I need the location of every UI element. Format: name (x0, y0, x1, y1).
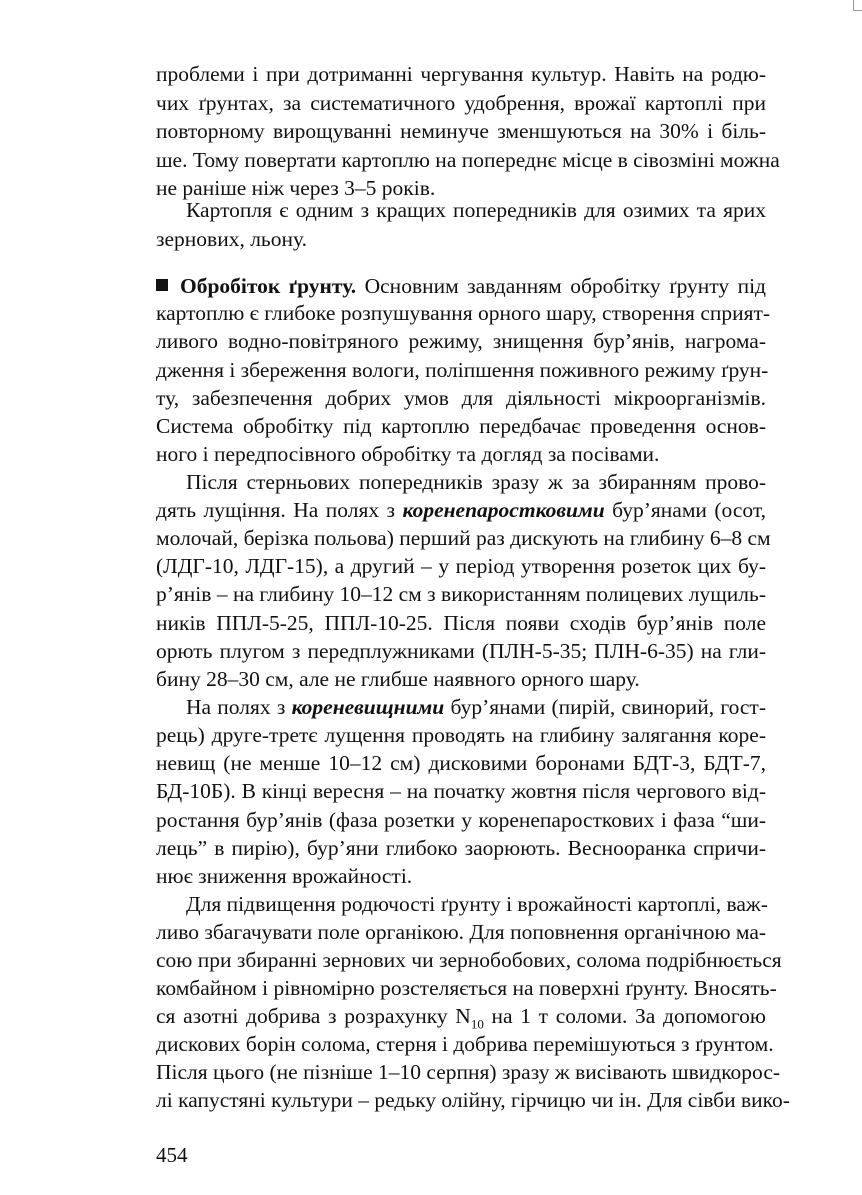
text-line: (ЛДГ-10, ЛДГ-15), а другий – у період утворення розеток цих бу- (156, 554, 766, 578)
text-line: лець” в пирію), бур’яни глибоко заорюють. Веснооранка спричи- (156, 836, 766, 860)
text-line: нює зниження врожайності. (156, 864, 413, 888)
text-line: Після стерньових попередників зразу ж за збиранням прово- (186, 470, 766, 494)
text-run: ся азотні добрива з розрахунку N (156, 1004, 471, 1028)
text-line: ливого водно-повітряного режиму, знищення бур’янів, нагрома- (156, 329, 766, 353)
scan-corner-mark (853, 0, 862, 11)
text-line (156, 497, 766, 523)
text-line: невищ (не менше 10–12 см) дисковими боронами БДТ-3, БДТ-7, (156, 751, 766, 775)
text-line: ливо збагачувати поле органікою. Для поповнення органічною ма- (156, 920, 767, 944)
text-run: бур’янами (пирій, свинорий, гост- (444, 695, 766, 719)
section-heading: Обробіток ґрунту. (180, 274, 357, 298)
text-line: дження і збереження вологи, поліпшення поживного режиму ґрун- (156, 358, 769, 382)
text-run: на 1 т соломи. За допомогою (483, 1004, 766, 1028)
text-line: дискових борін солома, стерня і добрива перемішуються з ґрунтом. (156, 1032, 774, 1056)
text-line: р’янів – на глибину 10–12 см з використанням полицевих лущиль- (156, 582, 766, 606)
text-line: ного і передпосівного обробітку та догляд за посівами. (156, 442, 660, 466)
text-line: зернових, льону. (156, 227, 307, 251)
emphasis-term: коренепаростковими (402, 498, 605, 522)
text-line: проблеми і при дотриманні чергування культур. Навіть на родю- (156, 62, 766, 86)
page-number: 454 (156, 1143, 188, 1167)
text-line: лі капустяні культури – редьку олійну, гірчицю чи ін. Для сівби вико- (156, 1088, 790, 1112)
text-line: Після цього (не пізніше 1–10 серпня) зразу ж висівають швидкорос- (156, 1060, 781, 1084)
text-line: рець) друге-третє лущення проводять на глибину залягання коре- (156, 723, 766, 747)
text-line: не раніше ніж через 3–5 років. (156, 176, 436, 200)
text-line: Для підвищення родючості ґрунту і врожайності картоплі, важ- (186, 892, 768, 916)
text-run: дять лущіння. На полях з (156, 498, 403, 522)
text-line: бину 28–30 см, але не глибше наявного орного шару. (156, 667, 640, 691)
text-line: сою при збиранні зернових чи зернобобових, солома подрібнюється (156, 948, 782, 972)
section-first-line (156, 273, 766, 299)
text-line: Система обробітку під картоплю передбачає проведення основ- (156, 414, 766, 438)
text-line: молочай, берізка польова) перший раз дискують на глибину 6–8 см (156, 526, 771, 550)
text-line (186, 694, 766, 720)
text-line: повторному вирощуванні неминуче зменшуються на 30% і біль- (156, 119, 766, 143)
text-line: орють плугом з передплужниками (ПЛН-5-35; ПЛН-6-35) на гли- (156, 639, 766, 663)
subscript: 10 (470, 1016, 484, 1032)
text-line: чих ґрунтах, за систематичного удобрення, врожаї картоплі при (156, 91, 766, 115)
text-line: ше. Тому повертати картоплю на попереднє місце в сівозміні можна (156, 148, 780, 172)
emphasis-term: кореневищними (291, 695, 445, 719)
text-line: ростання бур’янів (фаза розетки у коренепаросткових і фаза “ши- (156, 808, 766, 832)
text-line: ників ППЛ-5-25, ППЛ-10-25. Після появи сходів бур’янів поле (156, 611, 766, 635)
bullet-square-icon (156, 279, 168, 291)
text-line: ту, забезпечення добрих умов для діяльності мікроорганізмів. (156, 386, 766, 410)
text-line: картоплю є глибоке розпушування орного шару, створення сприят- (156, 301, 771, 325)
text-line: Картопля є одним з кращих попередників для озимих та ярих (186, 198, 766, 222)
text-run: На полях з (186, 695, 292, 719)
text-run: бур’янами (осот, (604, 498, 767, 522)
text-line: комбайном і рівномірно розстеляється на поверхні ґрунту. Вносять- (156, 976, 777, 1000)
text-line: БД-10Б). В кінці вересня – на початку жовтня після чергового від- (156, 779, 766, 803)
section-first-line-text: Основним завданням обробітку ґрунту під (356, 274, 766, 298)
